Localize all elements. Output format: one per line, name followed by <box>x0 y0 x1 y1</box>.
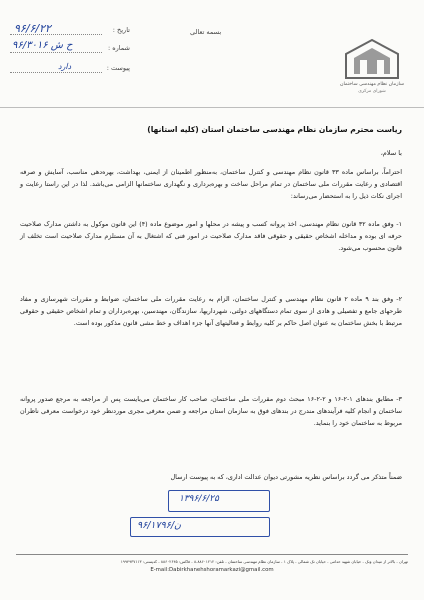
stamp-date-box <box>168 490 270 512</box>
date-value: ۹۶/۶/۲۲ <box>14 22 51 35</box>
number-line <box>10 52 102 53</box>
item-2: ۲- وفق بند ۹ ماده ۲ قانون نظام مهندسی و کنترل ساختمان، الزام به رعایت مقررات ملی ساختمان، ضوابط و مقررات شهرسازی و مفاد طرحهای جامع و تفصیلی و هادی از سوی تمام دستگاههای دولتی، شهرداریها، سازندگان، مهندسین، بهره‌برداران و تمام اشخاص حقیقی و حقوقی مرتبط با بخش ساختمان به عنوان اصل حاکم بر کلیه روابط و فعالیتهای آنها جزء اهداف و خط مشی قانون مذکور بوده است. <box>20 295 402 327</box>
footer-email: E-mail:Dabirkhanehshoramarkazi@gmail.com <box>150 567 274 573</box>
greeting: با سلام، <box>380 149 402 157</box>
date-label: تاریخ : <box>112 26 130 34</box>
header-fields <box>10 24 130 84</box>
header-divider <box>0 107 424 108</box>
bismillah: بسمه تعالی <box>190 28 222 36</box>
stamp-number-box <box>130 517 270 537</box>
item-3: ۳- مطابق بندهای ۱-۲-۱۶ و ۲-۲-۱۶ مبحث دوم مقررات ملی ساختمان، صاحب کار ساختمان می‌بایست پس از مراجعه به مرجع صدور پروانه ساختمان و انجام کلیه فرآیندهای مندرج در بندهای فوق به سازمان استان مراجعه و ضمن معرفی مجری موردنظر خود درخواست معرفی ناظران مربوط به ساختمان خود را بنماید. <box>20 395 402 427</box>
intro-paragraph: احتراماً، براساس ماده ۳۳ قانون نظام مهندسی و کنترل ساختمان، به‌منظور اطمینان از ایمنی، بهداشت، بهره‌دهی مناسب، آسایش و صرفه اقتصادی و رعایت مقررات ملی ساختمان در تمام مراحل ساخت و بهره‌برداری و نگهداری ساختمانها الزامی می‌باشد. لذا در این راستا رعایت و اجرای نکات ذیل را به استحضار می‌رساند: <box>20 168 403 200</box>
building-emblem-icon <box>342 38 402 82</box>
footer-address: تهران - بالاتر از میدان ونک - خیابان شهید خدامی - خیابان تک شمالی - پلاک ۱ - سازمان نظام مهندسی ساختمان - تلفن: ۸۸۶۰۱۲۱۲-۸ - فاکس: ۸۸۶۰۲۶۴۵ - کدپستی: ۱۹۹۴۹۳۷۱۱۳ <box>120 559 408 564</box>
org-subtitle: شورای مرکزی <box>358 89 386 94</box>
item-1: ۱- وفق ماده ۳۲ قانون نظام مهندسی، اخذ پروانه کسب و پیشه در محلها و امور موضوع ماده (۴) این قانون موکول به داشتن مدارک صلاحیت حرفه ای بوده و مداخله اشخاص حقیقی و حقوقی فاقد مدارک صلاحیت در امور فنی که اشتغال به آن مستلزم مدارک صلاحیت است تخلف از قانون محسوب می‌شود. <box>20 220 403 252</box>
attachment-value: دارد <box>58 62 72 71</box>
stamp-date: ۱۳۹۶/۶/۲۵ <box>179 494 219 504</box>
attachment-label: پیوست : <box>106 64 130 72</box>
closing-line: ضمناً متذکر می گردد براساس نظریه مشورتی دیوان عدالت اداری، که به پیوست ارسال <box>170 473 402 481</box>
number-label: شماره : <box>108 44 130 52</box>
received-stamp <box>137 490 268 550</box>
footer-divider <box>16 554 408 555</box>
recipient-line: ریاست محترم سازمان نظام مهندسی ساختمان استان (کلیه استانها) <box>147 125 402 134</box>
date-line <box>10 34 102 35</box>
organization-logo <box>339 38 405 98</box>
org-name: سازمان نظام مهندسی ساختمان <box>339 82 405 87</box>
stamp-number: ۹۶/ن/۱۷۹۶ <box>137 520 182 531</box>
attachment-line <box>10 72 102 73</box>
number-value: ۹۶/۳۰۱۶ ح ش <box>12 40 73 51</box>
